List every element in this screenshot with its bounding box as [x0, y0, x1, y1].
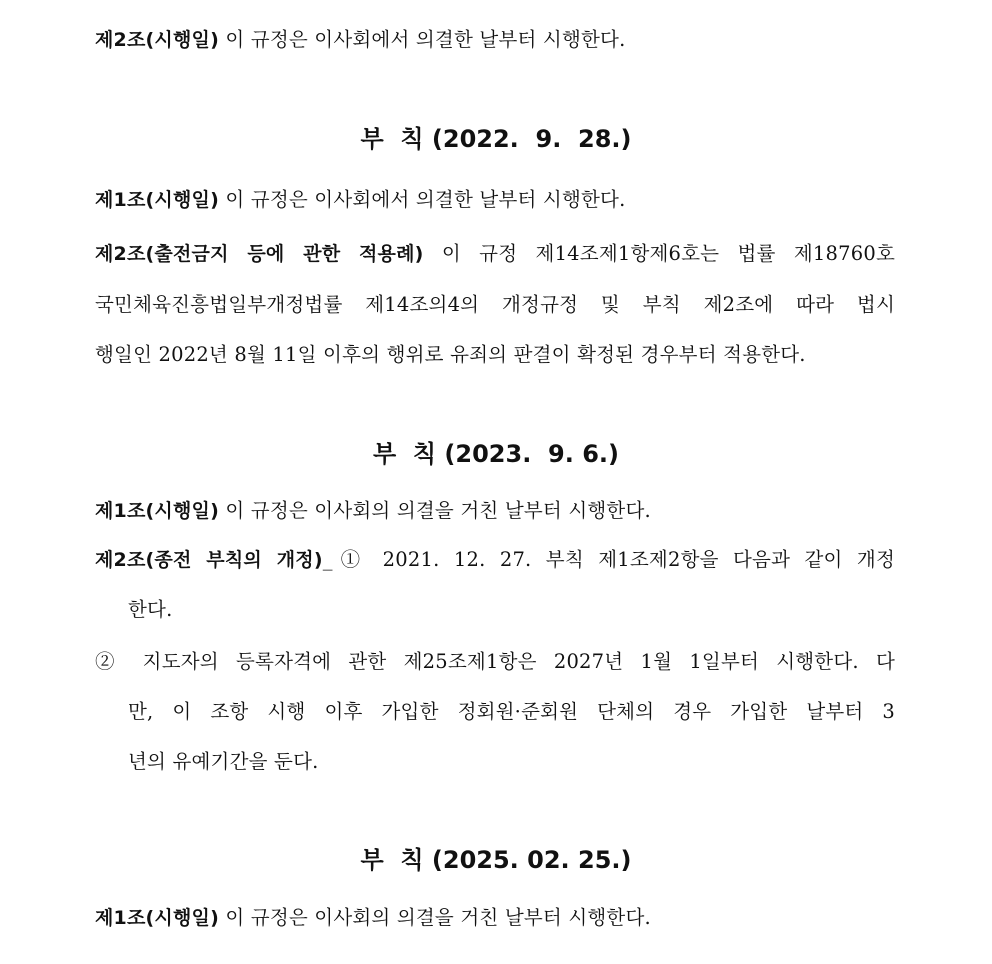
article-text: 이 규정은 이사회에서 의결한 날부터 시행한다. [218, 28, 626, 51]
article-title: 제2조(종전 부칙의 개정) [95, 549, 323, 571]
paragraph-2-line-1: ② 지도자의 등록자격에 관한 제25조제1항은 2027년 1월 1일부터 시행한다. 다 [95, 650, 895, 673]
article-2-amendment-line-1 [95, 546, 895, 574]
article-text: ① 2021. 12. 27. 부칙 제1조제2항을 다음과 같이 개정 [332, 548, 895, 571]
title-separator: _ [322, 548, 333, 571]
addendum-heading-2025: 부 칙 (2025. 02. 25.) [360, 846, 632, 874]
article-text: 이 규정은 이사회의 의결을 거친 날부터 시행한다. [218, 499, 651, 522]
article-title: 제1조(시행일) [95, 907, 219, 929]
paragraph-2-line-3: 년의 유예기간을 둔다. [128, 750, 319, 773]
article-1-effective-date [95, 497, 895, 525]
article-title: 제1조(시행일) [95, 189, 219, 211]
article-2-application-line-3: 행일인 2022년 8월 11일 이후의 행위로 유죄의 판결이 확정된 경우부터 적용한다. [95, 343, 806, 366]
article-2-application-line-1 [95, 240, 895, 268]
article-2-amendment-line-2: 한다. [128, 598, 173, 621]
article-text: 이 규정은 이사회의 의결을 거친 날부터 시행한다. [218, 906, 651, 929]
article-text: 이 규정은 이사회에서 의결한 날부터 시행한다. [218, 188, 626, 211]
article-2-effective-date [95, 26, 895, 54]
article-2-application-line-2: 국민체육진흥법일부개정법률 제14조의4의 개정규정 및 부칙 제2조에 따라 법시 [95, 293, 895, 316]
article-title: 제1조(시행일) [95, 500, 219, 522]
paragraph-2-line-2: 만, 이 조항 시행 이후 가입한 정회원·준회원 단체의 경우 가입한 날부터 3 [128, 700, 895, 723]
article-1-effective-date [95, 186, 895, 214]
article-text: 이 규정 제14조제1항제6호는 법률 제18760호 [423, 242, 895, 265]
article-1-effective-date [95, 904, 895, 932]
addendum-heading-2022: 부 칙 (2022. 9. 28.) [360, 125, 632, 153]
article-title: 제2조(출전금지 등에 관한 적용례) [95, 243, 424, 265]
addendum-heading-2023: 부 칙 (2023. 9. 6.) [373, 440, 619, 468]
article-title: 제2조(시행일) [95, 29, 219, 51]
